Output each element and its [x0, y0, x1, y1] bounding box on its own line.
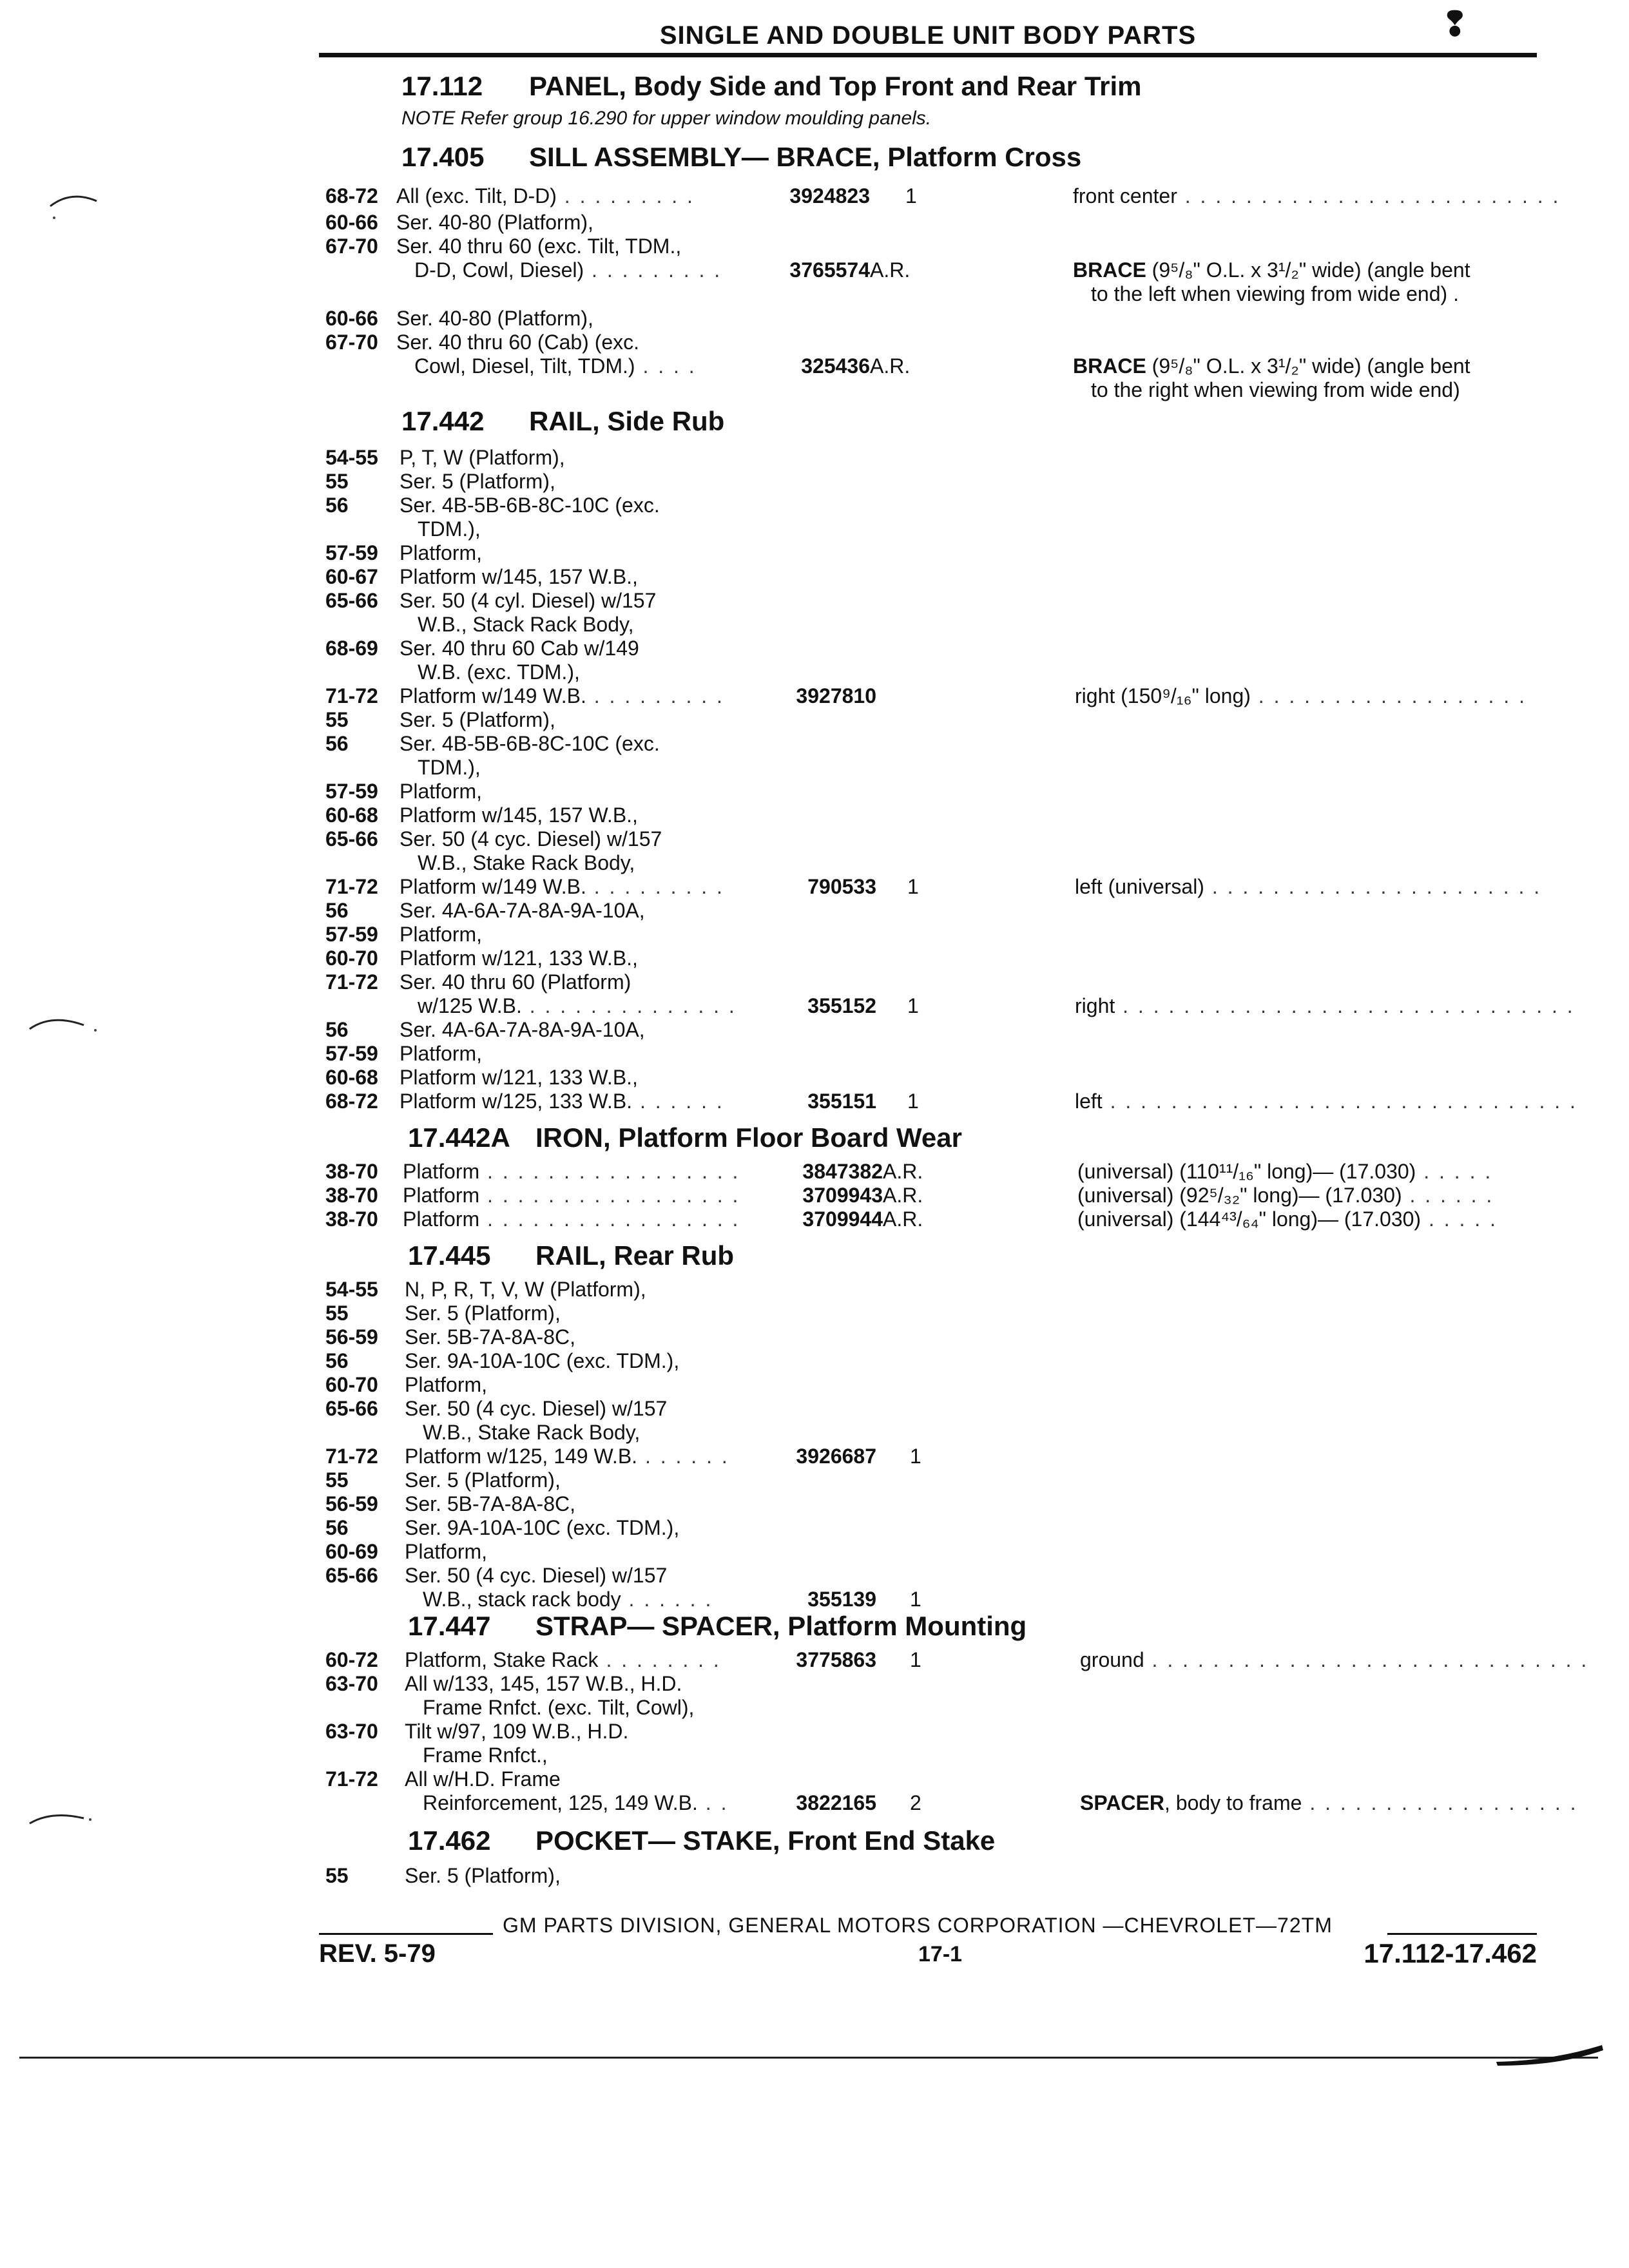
leader-dots: . . . . . . — [1402, 1184, 1494, 1207]
remark-text — [1077, 1207, 1498, 1231]
application-text — [405, 1516, 679, 1540]
application-text — [400, 565, 638, 589]
application-line: Tilt w/97, 109 W.B., H.D. — [405, 1720, 629, 1743]
application-line: Ser. 40-80 (Platform), — [396, 211, 593, 234]
remark-line: to the left when viewing from wide end) . — [1091, 282, 1459, 305]
application-text — [405, 1325, 575, 1349]
application-line: Platform w/125, 149 W.B. — [405, 1445, 638, 1468]
leader-dots: . . . . . . . . . — [584, 258, 722, 282]
model-years: 63-70 — [325, 1720, 378, 1743]
application-text — [418, 517, 481, 541]
application-line: All w/H.D. Frame — [405, 1767, 561, 1791]
remark-line: ground — [1080, 1648, 1144, 1671]
model-years: 56 — [325, 494, 349, 517]
leader-dots: . . . . . . . . . . . . . . . . . . . . . . — [1204, 875, 1542, 898]
part-number: 355151 — [807, 1090, 876, 1113]
model-years: 55 — [325, 708, 349, 731]
model-years: 55 — [325, 1864, 349, 1887]
leader-dots: . . . . . . . . . — [586, 684, 724, 707]
application-line: Platform w/121, 133 W.B., — [400, 1066, 638, 1089]
bottom-rule — [19, 2057, 1598, 2059]
part-number: 3924823 — [789, 184, 870, 207]
leader-dots: . . . . . . . . . . . . . . . . . . . . . . . . . . . . . . . — [1102, 1090, 1577, 1113]
group-number: 17.442A — [408, 1122, 510, 1153]
quantity: 1 — [910, 1588, 921, 1611]
model-years: 71-72 — [325, 684, 378, 707]
leader-dots: . . . . . . — [621, 1588, 713, 1611]
model-years: 55 — [325, 1468, 349, 1492]
group-number: 17.447 — [408, 1611, 491, 1641]
application-text — [400, 780, 482, 803]
application-text — [396, 211, 593, 235]
application-line: W.B., Stake Rack Body, — [418, 851, 635, 874]
leader-dots: . . . . . — [1416, 1160, 1493, 1183]
model-years: 60-66 — [325, 307, 378, 330]
model-years: 65-66 — [325, 827, 378, 850]
application-text — [403, 1160, 740, 1184]
remark-text — [1073, 354, 1470, 378]
application-line: Ser. 5 (Platform), — [405, 1302, 561, 1325]
group-note: NOTE Refer group 16.290 for upper window moulding panels. — [401, 108, 932, 129]
remark-text — [1091, 282, 1459, 306]
application-line: Ser. 50 (4 cyl. Diesel) w/157 — [400, 589, 657, 612]
part-number: 3765574 — [789, 258, 870, 282]
ink-smudge-icon — [1495, 2041, 1605, 2067]
remark-text — [1075, 684, 1527, 708]
remark-head: BRACE — [1073, 258, 1146, 282]
application-line: All w/133, 145, 157 W.B., H.D. — [405, 1672, 682, 1695]
application-line: Reinforcement, 125, 149 W.B. — [423, 1791, 698, 1814]
remark-text — [1080, 1791, 1577, 1815]
quantity: 1 — [910, 1445, 921, 1468]
corner-mark: ❢ — [1441, 6, 1469, 43]
remark-head: SPACER — [1080, 1791, 1164, 1814]
application-text — [400, 470, 555, 494]
group-title: SILL ASSEMBLY— BRACE, Platform Cross — [529, 142, 1082, 172]
leader-dots: . . . . . . . . . . . . . . . . . — [479, 1207, 740, 1231]
group-heading — [401, 406, 724, 437]
quantity: A.R. — [883, 1184, 923, 1207]
application-text — [400, 899, 645, 923]
application-line: Platform, — [400, 1042, 483, 1065]
application-line: Ser. 50 (4 cyc. Diesel) w/157 — [405, 1397, 668, 1420]
application-text — [418, 660, 580, 684]
remark-text — [1075, 994, 1575, 1018]
leader-dots: . . . . . . . . . . . . . . . . . . — [1302, 1791, 1578, 1814]
application-text — [400, 684, 724, 708]
group-title: RAIL, Rear Rub — [535, 1240, 735, 1271]
application-text — [400, 1066, 638, 1090]
application-line: Ser. 4B-5B-6B-8C-10C (exc. — [400, 732, 660, 755]
remark-line: (universal) (92⁵/₃₂" long)— (17.030) — [1077, 1184, 1402, 1207]
group-title: POCKET— STAKE, Front End Stake — [535, 1825, 996, 1856]
application-text — [405, 1492, 575, 1516]
application-line: Platform w/145, 157 W.B., — [400, 803, 638, 827]
group-heading — [408, 1240, 734, 1271]
leader-dots: . . — [697, 1791, 729, 1814]
application-text — [405, 1540, 487, 1564]
application-line: Platform — [403, 1184, 480, 1207]
remark-line: left — [1075, 1090, 1103, 1113]
application-text — [400, 1018, 645, 1042]
model-years: 56 — [325, 732, 349, 755]
application-line: Ser. 40-80 (Platform), — [396, 307, 593, 330]
remark-text — [1075, 1090, 1577, 1113]
application-line: Platform w/149 W.B. — [400, 684, 586, 707]
model-years: 71-72 — [325, 1445, 378, 1468]
group-number: 17.112 — [401, 71, 483, 101]
application-text — [423, 1696, 694, 1720]
leader-dots: . . . . — [635, 354, 697, 378]
application-text — [400, 875, 724, 899]
application-line: Frame Rnfct., — [423, 1744, 548, 1767]
remark-text — [1075, 875, 1541, 899]
application-line: Platform, Stake Rack — [405, 1648, 599, 1671]
group-title: IRON, Platform Floor Board Wear — [535, 1122, 962, 1153]
application-text — [423, 1588, 713, 1611]
application-line: Ser. 4A-6A-7A-8A-9A-10A, — [400, 899, 645, 922]
remark-line: front center — [1073, 184, 1177, 207]
application-line: Platform w/145, 157 W.B., — [400, 565, 638, 588]
model-years: 60-70 — [325, 947, 378, 970]
part-number: 3709943 — [802, 1184, 883, 1207]
application-text — [414, 354, 697, 378]
leader-dots: . . . . . . . . . — [556, 184, 695, 207]
group-title: STRAP— SPACER, Platform Mounting — [535, 1611, 1027, 1641]
leader-dots: . . . . . . . . . — [586, 875, 724, 898]
application-text — [405, 1302, 561, 1325]
remark-line: right (150⁹/₁₆" long) — [1075, 684, 1251, 707]
application-line: Platform, — [400, 780, 483, 803]
remark-text — [1080, 1648, 1588, 1672]
application-line: N, P, R, T, V, W (Platform), — [405, 1278, 646, 1301]
application-line: W.B., Stake Rack Body, — [423, 1421, 641, 1444]
application-text — [400, 541, 482, 565]
application-line: Ser. 5B-7A-8A-8C, — [405, 1325, 575, 1349]
application-line: D-D, Cowl, Diesel) — [414, 258, 584, 282]
application-text — [405, 1468, 561, 1492]
model-years: 54-55 — [325, 446, 378, 469]
application-text — [405, 1720, 628, 1744]
leader-dots: . . . . . . . . . . . . . . . . . . . . . . . . . . . . . — [1144, 1648, 1589, 1671]
page-header: SINGLE AND DOUBLE UNIT BODY PARTS — [319, 18, 1537, 57]
remark-line: right — [1075, 994, 1115, 1017]
application-text — [405, 1445, 729, 1468]
application-line: Ser. 50 (4 cyc. Diesel) w/157 — [405, 1564, 668, 1587]
application-text — [400, 1042, 482, 1066]
application-text — [400, 446, 565, 470]
model-years: 68-72 — [325, 184, 378, 207]
group-heading — [408, 1122, 962, 1153]
application-text — [396, 307, 593, 331]
model-years: 67-70 — [325, 235, 378, 258]
quantity: A.R. — [883, 1207, 923, 1231]
application-line: Ser. 5 (Platform), — [405, 1864, 561, 1887]
remark-line: , body to frame — [1164, 1791, 1302, 1814]
remark-text — [1091, 378, 1460, 402]
application-text — [414, 258, 722, 282]
application-line: Platform, — [405, 1540, 488, 1563]
application-text — [400, 923, 482, 947]
margin-mark-icon — [45, 187, 103, 226]
model-years: 60-67 — [325, 565, 378, 588]
application-line: All (exc. Tilt, D-D) — [396, 184, 557, 207]
application-line: Ser. 5 (Platform), — [400, 470, 555, 493]
model-years: 55 — [325, 470, 349, 493]
application-text — [400, 637, 639, 660]
application-line: Ser. 40 thru 60 (Platform) — [400, 970, 631, 994]
application-line: W.B., Stack Rack Body, — [418, 613, 634, 636]
model-years: 60-70 — [325, 1373, 378, 1396]
model-years: 65-66 — [325, 589, 378, 612]
footer-division: GM PARTS DIVISION, GENERAL MOTORS CORPORATION —CHEVROLET—72TM — [503, 1914, 1333, 1937]
application-line: TDM.), — [418, 517, 481, 541]
group-heading — [408, 1611, 1027, 1642]
model-years: 67-70 — [325, 331, 378, 354]
quantity: A.R. — [883, 1160, 923, 1183]
application-line: Platform — [403, 1207, 480, 1231]
application-line: Ser. 4B-5B-6B-8C-10C (exc. — [400, 494, 660, 517]
margin-mark-icon — [26, 1804, 97, 1836]
application-text — [400, 827, 662, 851]
remark-text — [1077, 1184, 1494, 1207]
application-line: Ser. 5B-7A-8A-8C, — [405, 1492, 575, 1515]
application-text — [405, 1373, 487, 1397]
remark-text — [1073, 184, 1560, 208]
application-text — [400, 589, 656, 613]
application-line: w/125 W.B. — [418, 994, 522, 1017]
model-years: 38-70 — [325, 1207, 378, 1231]
application-line: Platform, — [400, 923, 483, 946]
application-text — [405, 1278, 646, 1302]
part-number: 3709944 — [802, 1207, 883, 1231]
model-years: 57-59 — [325, 923, 378, 946]
application-text — [400, 708, 555, 732]
model-years: 68-72 — [325, 1090, 378, 1113]
application-text — [400, 970, 631, 994]
group-number: 17.405 — [401, 142, 485, 172]
application-text — [418, 613, 634, 637]
application-line: Ser. 4A-6A-7A-8A-9A-10A, — [400, 1018, 645, 1041]
application-text — [400, 947, 638, 970]
application-line: Ser. 40 thru 60 (Cab) (exc. — [396, 331, 640, 354]
model-years: 38-70 — [325, 1160, 378, 1183]
leader-dots: . . . . . . . . . . . . . . . . . — [479, 1184, 740, 1207]
part-number: 355152 — [807, 994, 876, 1017]
quantity: 1 — [905, 184, 917, 207]
model-years: 57-59 — [325, 1042, 378, 1065]
group-number: 17.442 — [401, 406, 485, 436]
footer-rule — [319, 1933, 493, 1935]
application-line: Ser. 40 thru 60 Cab w/149 — [400, 637, 639, 660]
remark-head: BRACE — [1073, 354, 1146, 378]
quantity: A.R. — [870, 354, 911, 378]
group-range: 17.112-17.462 — [1364, 1938, 1537, 1968]
application-line: Ser. 5 (Platform), — [400, 708, 555, 731]
remark-line: left (universal) — [1075, 875, 1204, 898]
application-line: Platform w/149 W.B. — [400, 875, 586, 898]
application-line: Platform — [403, 1160, 480, 1183]
part-number: 790533 — [807, 875, 876, 898]
application-line: Platform, — [405, 1373, 488, 1396]
revision-date: REV. 5-79 — [319, 1939, 436, 1968]
application-text — [405, 1864, 561, 1888]
leader-dots: . . . . . . . . . . . . . . . . . — [479, 1160, 740, 1183]
model-years: 55 — [325, 1302, 349, 1325]
quantity: 2 — [910, 1791, 921, 1814]
leader-dots: . . . . . . . . — [598, 1648, 721, 1671]
model-years: 56 — [325, 1349, 349, 1372]
group-title: PANEL, Body Side and Top Front and Rear Trim — [529, 71, 1142, 101]
application-line: Platform w/125, 133 W.B. — [400, 1090, 633, 1113]
application-line: Platform w/121, 133 W.B., — [400, 947, 638, 970]
model-years: 71-72 — [325, 970, 378, 994]
part-number: 3847382 — [802, 1160, 883, 1183]
model-years: 60-69 — [325, 1540, 378, 1563]
model-years: 57-59 — [325, 541, 378, 564]
application-text — [423, 1421, 640, 1445]
leader-dots: . . . . . . . . . . . . . . . . . . . . . . . . . — [1177, 184, 1561, 207]
application-line: W.B. (exc. TDM.), — [418, 660, 580, 684]
application-line: Ser. 9A-10A-10C (exc. TDM.), — [405, 1516, 680, 1539]
application-line: Ser. 9A-10A-10C (exc. TDM.), — [405, 1349, 680, 1372]
application-text — [418, 756, 481, 780]
application-text — [418, 994, 737, 1018]
application-line: W.B., stack rack body — [423, 1588, 621, 1611]
model-years: 60-66 — [325, 211, 378, 234]
model-years: 60-72 — [325, 1648, 378, 1671]
model-years: 71-72 — [325, 1767, 378, 1791]
group-title: RAIL, Side Rub — [529, 406, 725, 436]
application-text — [423, 1744, 548, 1767]
application-text — [400, 494, 660, 517]
remark-line: to the right when viewing from wide end) — [1091, 378, 1460, 401]
leader-dots: . . . . . . . . . . . . . . — [521, 994, 737, 1017]
remark-line: (universal) (110¹¹/₁₆" long)— (17.030) — [1077, 1160, 1416, 1183]
part-number: 325436 — [801, 354, 870, 378]
model-years: 56 — [325, 1516, 349, 1539]
application-line: P, T, W (Platform), — [400, 446, 565, 469]
quantity: A.R. — [870, 258, 911, 282]
application-line: Ser. 5 (Platform), — [405, 1468, 561, 1492]
application-text — [400, 1090, 724, 1113]
model-years: 56 — [325, 1018, 349, 1041]
model-years: 57-59 — [325, 780, 378, 803]
application-line: Platform, — [400, 541, 483, 564]
group-heading — [401, 142, 1081, 173]
quantity: 1 — [907, 994, 919, 1017]
application-text — [423, 1791, 728, 1815]
group-heading — [408, 1825, 995, 1856]
model-years: 60-68 — [325, 803, 378, 827]
model-years: 56-59 — [325, 1492, 378, 1515]
remark-text — [1073, 258, 1470, 282]
application-text — [400, 803, 638, 827]
application-text — [396, 184, 695, 208]
remark-line: (universal) (144⁴³/₆₄" long)— (17.030) — [1077, 1207, 1422, 1231]
part-number: 3927810 — [796, 684, 876, 707]
model-years: 38-70 — [325, 1184, 378, 1207]
model-years: 56 — [325, 899, 349, 922]
quantity: 1 — [910, 1648, 921, 1671]
model-years: 65-66 — [325, 1397, 378, 1420]
quantity: 1 — [907, 875, 919, 898]
application-text — [405, 1648, 721, 1672]
leader-dots: . . . . . . — [637, 1445, 729, 1468]
application-line: TDM.), — [418, 756, 481, 779]
application-text — [403, 1207, 740, 1231]
model-years: 71-72 — [325, 875, 378, 898]
application-text — [396, 331, 639, 354]
remark-line: (9⁵/₈" O.L. x 3¹/₂" wide) (angle bent — [1146, 258, 1470, 282]
part-number: 3926687 — [796, 1445, 876, 1468]
remark-text — [1077, 1160, 1492, 1184]
group-number: 17.462 — [408, 1825, 491, 1856]
leader-dots: . . . . . . — [632, 1090, 724, 1113]
page-number: 17-1 — [918, 1942, 963, 1966]
model-years: 68-69 — [325, 637, 378, 660]
application-line: Frame Rnfct. (exc. Tilt, Cowl), — [423, 1696, 695, 1719]
model-years: 63-70 — [325, 1672, 378, 1695]
model-years: 56-59 — [325, 1325, 378, 1349]
application-text — [396, 235, 681, 258]
margin-mark-icon — [26, 1008, 103, 1047]
application-text — [405, 1564, 667, 1588]
group-number: 17.445 — [408, 1240, 491, 1271]
leader-dots: . . . . . . . . . . . . . . . . . . . . . . . . . . . . . . — [1115, 994, 1575, 1017]
model-years: 54-55 — [325, 1278, 378, 1301]
quantity: 1 — [907, 1090, 919, 1113]
leader-dots: . . . . . — [1421, 1207, 1498, 1231]
part-number: 355139 — [807, 1588, 876, 1611]
part-number: 3775863 — [796, 1648, 876, 1671]
application-text — [403, 1184, 740, 1207]
application-text — [405, 1767, 561, 1791]
model-years: 60-68 — [325, 1066, 378, 1089]
application-line: Cowl, Diesel, Tilt, TDM.) — [414, 354, 635, 378]
part-number: 3822165 — [796, 1791, 876, 1814]
leader-dots: . . . . . . . . . . . . . . . . . . — [1250, 684, 1527, 707]
remark-line: (9⁵/₈" O.L. x 3¹/₂" wide) (angle bent — [1146, 354, 1470, 378]
application-text — [405, 1349, 679, 1373]
application-text — [405, 1397, 667, 1421]
group-heading — [401, 71, 1142, 102]
application-text — [418, 851, 635, 875]
model-years: 65-66 — [325, 1564, 378, 1587]
application-text — [400, 732, 660, 756]
application-line: Ser. 50 (4 cyc. Diesel) w/157 — [400, 827, 662, 850]
footer-rule — [1387, 1933, 1537, 1935]
application-line: Ser. 40 thru 60 (exc. Tilt, TDM., — [396, 235, 682, 258]
application-text — [405, 1672, 682, 1696]
